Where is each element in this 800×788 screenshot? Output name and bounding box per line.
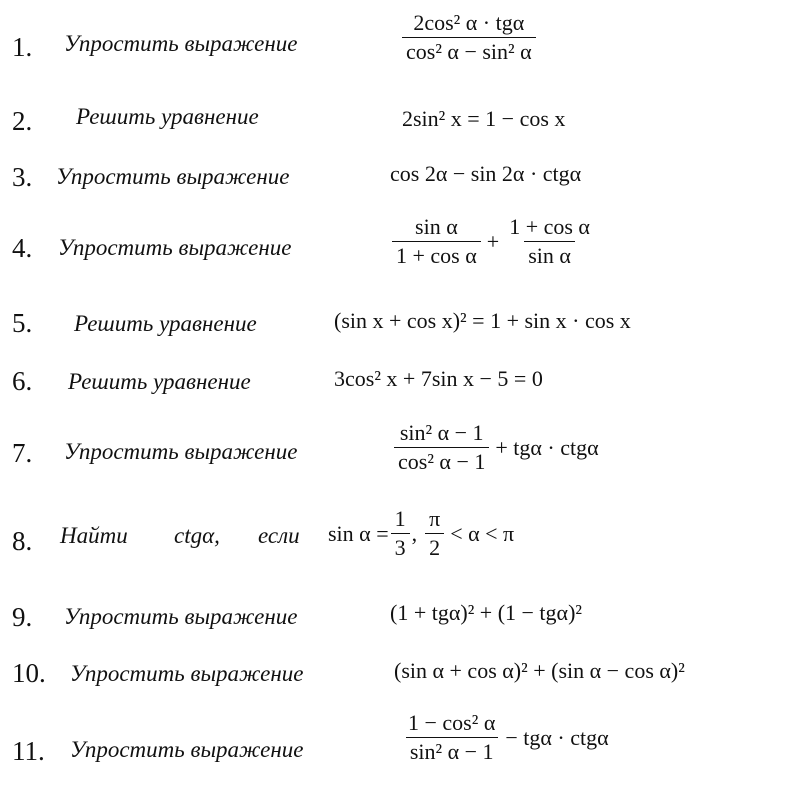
- fraction-numerator: 1 − cos² α: [408, 710, 496, 735]
- fraction-numerator: 1 + cos α: [509, 214, 590, 239]
- task-target: ctgα,: [174, 523, 220, 548]
- fraction-pi-half: [425, 508, 444, 559]
- task-expression: (sin α + cos α)² + (sin α − cos α)²: [394, 658, 685, 683]
- task-instruction: Найти: [60, 523, 128, 548]
- task-instruction: Упростить выражение: [56, 164, 290, 189]
- expression-tail: − tgα · ctgα: [505, 724, 609, 750]
- task-instruction: Упростить выражение: [58, 235, 292, 260]
- task-number: 4.: [12, 233, 33, 263]
- task-instruction: Решить уравнение: [76, 104, 259, 129]
- task-instruction: Решить уравнение: [74, 311, 257, 336]
- fraction: [404, 712, 499, 763]
- task-expression: 2sin² x = 1 − cos x: [402, 106, 566, 131]
- fraction-numerator: π: [429, 506, 441, 531]
- fraction-denominator: cos² α − 1: [394, 447, 489, 473]
- task-expression: [390, 216, 596, 267]
- task-number: 5.: [12, 308, 33, 338]
- separator: ,: [411, 520, 418, 546]
- task-number: 1.: [12, 32, 33, 62]
- fraction-denominator: 3: [391, 533, 410, 559]
- task-number: 8.: [12, 526, 33, 556]
- task-number: 11.: [12, 736, 45, 766]
- task-expression: [402, 712, 613, 763]
- fraction: [402, 12, 536, 63]
- task-instruction: Упростить выражение: [64, 439, 298, 464]
- fraction-numerator: 2cos² α · tgα: [413, 10, 525, 35]
- fraction-numerator: sin² α − 1: [399, 420, 484, 445]
- task-expression: [400, 12, 538, 63]
- task-expression: (1 + tgα)² + (1 − tgα)²: [390, 600, 582, 625]
- task-expression: 3cos² x + 7sin x − 5 = 0: [334, 366, 543, 391]
- expression-lhs: sin α =: [328, 520, 389, 546]
- task-instruction: Упростить выражение: [70, 661, 304, 686]
- fraction-denominator: 2: [425, 533, 444, 559]
- fraction-denominator: 1 + cos α: [392, 241, 481, 267]
- task-number: 10.: [12, 658, 46, 688]
- expression-tail: + tgα · ctgα: [495, 434, 599, 460]
- task-expression: cos 2α − sin 2α · ctgα: [390, 161, 582, 186]
- condition-word: если: [258, 523, 300, 548]
- fraction-numerator: 1: [394, 506, 406, 531]
- operator: +: [486, 228, 500, 254]
- fraction-denominator: sin α: [524, 241, 575, 267]
- task-instruction: Упростить выражение: [64, 31, 298, 56]
- task-instruction: Упростить выражение: [70, 737, 304, 762]
- fraction-numerator: sin α: [415, 214, 458, 239]
- fraction-a: [392, 216, 481, 267]
- task-instruction: Решить уравнение: [68, 369, 251, 394]
- task-number: 3.: [12, 162, 33, 192]
- task-instruction: Упростить выражение: [64, 604, 298, 629]
- expression-tail: < α < π: [450, 520, 515, 546]
- task-expression: [328, 508, 518, 559]
- fraction-denominator: cos² α − sin² α: [402, 37, 536, 63]
- task-number: 9.: [12, 602, 33, 632]
- fraction-b: [505, 216, 594, 267]
- fraction-one-third: [391, 508, 410, 559]
- task-number: 7.: [12, 438, 33, 468]
- fraction-denominator: sin² α − 1: [406, 737, 498, 763]
- task-number: 6.: [12, 366, 33, 396]
- fraction: [394, 422, 489, 473]
- task-expression: [392, 422, 603, 473]
- task-expression: (sin x + cos x)² = 1 + sin x · cos x: [334, 308, 631, 333]
- task-number: 2.: [12, 106, 33, 136]
